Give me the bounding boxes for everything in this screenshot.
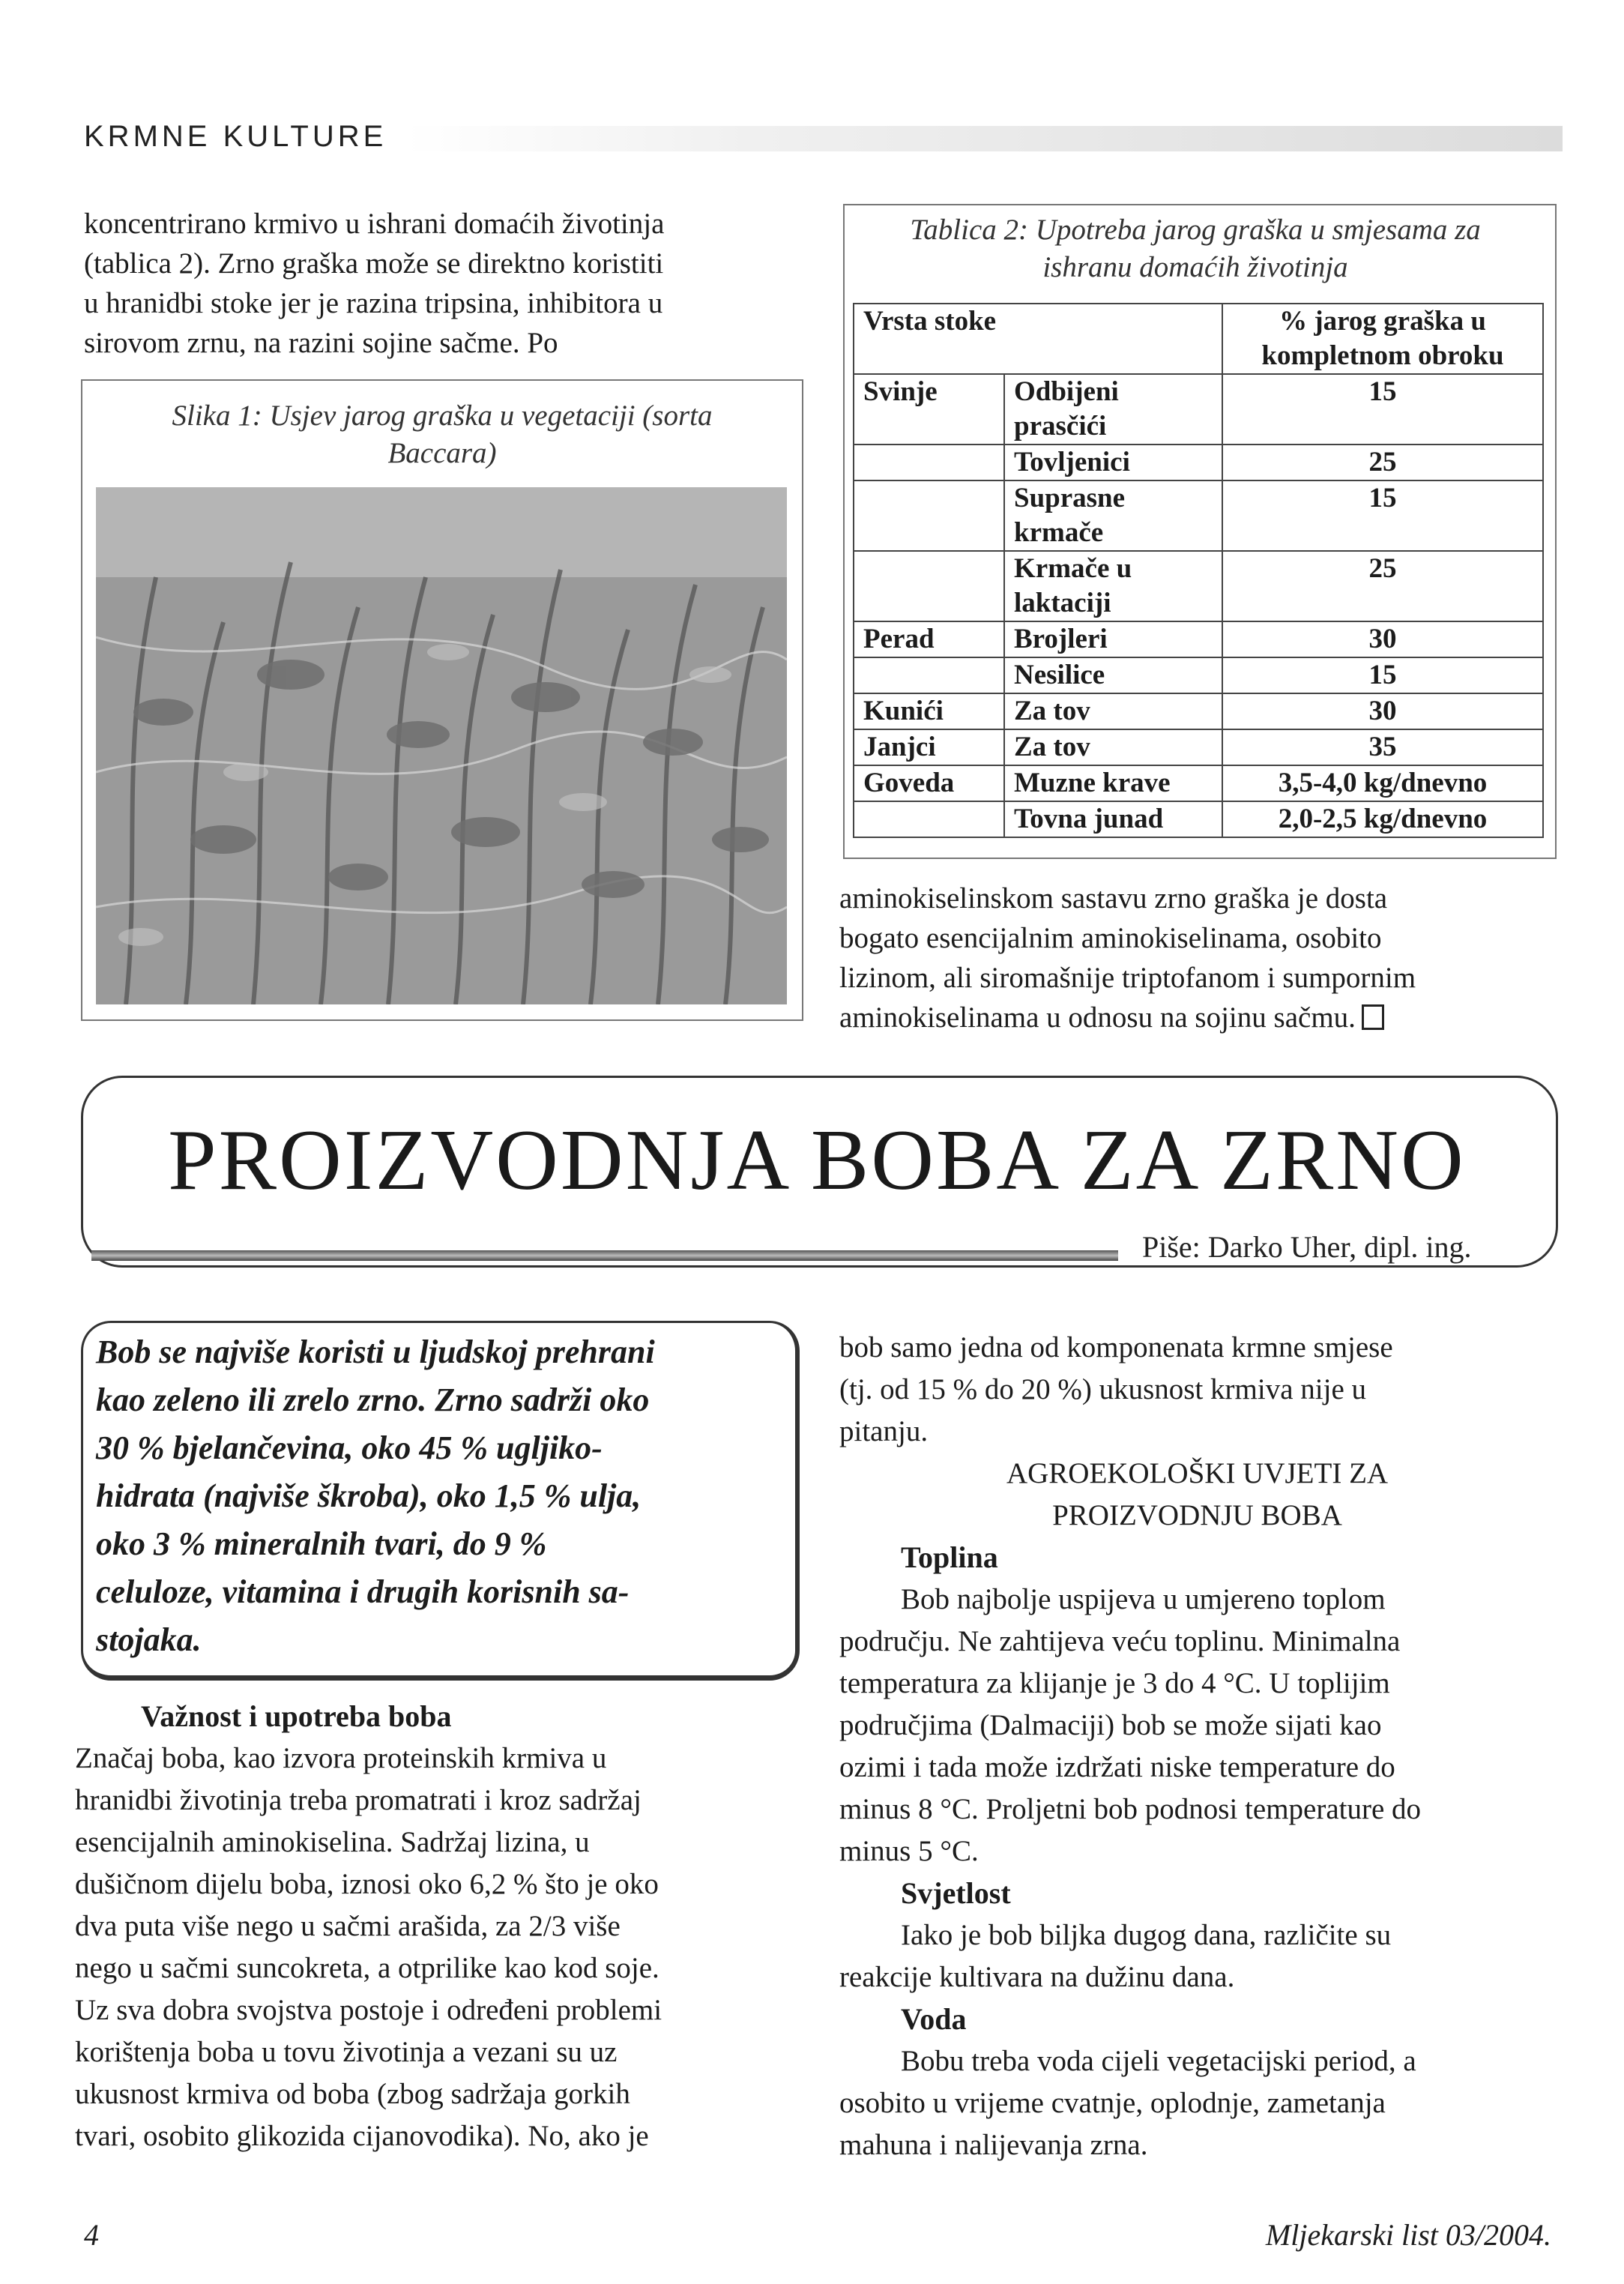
text-line: korištenja boba u tovu životinja a vezani su uz [75, 2036, 618, 2068]
text-line: aminokiselinskom sastavu zrno graška je dosta [839, 882, 1388, 914]
text-line: Iako je bob biljka dugog dana, različite su [901, 1919, 1392, 1951]
abstract-text [96, 1328, 785, 1664]
text-line: dušičnom dijelu boba, iznosi oko 6,2 % što je oko [75, 1868, 659, 1900]
value-cell: 30 [1222, 693, 1543, 729]
text-line: Bobu treba voda cijeli vegetacijski period, a [901, 2045, 1416, 2077]
table-row [854, 551, 1543, 621]
caption-line: Tablica 2: Upotreba jarog graška u smjesama za [910, 214, 1481, 246]
category-cell: Nesilice [1004, 657, 1222, 693]
abstract-line: 30 % bjelančevina, oko 45 % ugljiko- [96, 1429, 603, 1466]
title-rule [91, 1250, 1118, 1261]
abstract-line: oko 3 % mineralnih tvari, do 9 % [96, 1525, 547, 1562]
text-line: reakcije kultivara na dužinu dana. [839, 1961, 1235, 1993]
table-row [854, 693, 1543, 729]
text-line: hranidbi životinja treba promatrati i kroz sadržaj [75, 1784, 642, 1816]
text-line: tvari, osobito glikozida cijanovodika). No, ako je [75, 2120, 649, 2152]
group-cell: Kunići [854, 693, 1004, 729]
table-caption [854, 211, 1536, 286]
category-cell: Za tov [1004, 729, 1222, 765]
table-row [854, 729, 1543, 765]
text-line: nego u sačmi suncokreta, a otprilike kao kod soje. [75, 1952, 659, 1984]
abstract-line: Bob se najviše koristi u ljudskoj prehrani [96, 1334, 655, 1370]
caption-line: Baccara) [387, 437, 497, 469]
running-head: KRMNE KULTURE [84, 120, 387, 153]
text-line: minus 8 °C. Proljetni bob podnosi temperature do [839, 1793, 1422, 1825]
section-heading: AGROEKOLOŠKI UVJETI ZA [1006, 1457, 1389, 1489]
figure-caption [105, 397, 779, 472]
text-line [839, 998, 1551, 1037]
subsection-heading: Voda [901, 2002, 967, 2036]
group-cell: Svinje [854, 374, 1004, 445]
section-heading: PROIZVODNJU BOBA [1052, 1499, 1342, 1531]
header-livestock: Vrsta stoke [854, 304, 1222, 374]
text-line: esencijalnih aminokiselina. Sadržaj lizina, u [75, 1826, 590, 1858]
table-row [854, 621, 1543, 657]
publication-footer: Mljekarski list 03/2004. [1265, 2218, 1551, 2252]
group-cell [854, 801, 1004, 837]
value-cell: 2,0-2,5 kg/dnevno [1222, 801, 1543, 837]
category-cell: Muzne krave [1004, 765, 1222, 801]
abstract-line: kao zeleno ili zrelo zrno. Zrno sadrži oko [96, 1381, 650, 1418]
group-cell [854, 480, 1004, 551]
text-line: ozimi i tada može izdržati niske temperature do [839, 1751, 1395, 1783]
category-cell: Brojleri [1004, 621, 1222, 657]
pea-crop-photo [96, 487, 787, 1004]
value-cell: 15 [1222, 374, 1543, 445]
table-row [854, 657, 1543, 693]
value-cell: 25 [1222, 551, 1543, 621]
text-line: (tj. od 15 % do 20 %) ukusnost krmiva nije u [839, 1373, 1367, 1405]
text-line: područjima (Dalmaciji) bob se može sijati kao [839, 1709, 1382, 1741]
table-row [854, 765, 1543, 801]
header-shade-bar [405, 126, 1563, 151]
value-cell: 30 [1222, 621, 1543, 657]
caption-line: Slika 1: Usjev jarog graška u vegetaciji (sorta [172, 400, 713, 432]
header-percent: % jarog graška u kompletnom obroku [1222, 304, 1543, 374]
category-cell: Krmače u laktaciji [1004, 551, 1222, 621]
byline: Piše: Darko Uher, dipl. ing. [1142, 1230, 1472, 1264]
subsection-heading: Svjetlost [901, 1876, 1011, 1910]
pea-crop-image [96, 487, 787, 1004]
table-row [854, 480, 1543, 551]
article-title: PROIZVODNJA BOBA ZA ZRNO [168, 1112, 1466, 1208]
right-column [839, 1327, 1555, 2166]
text-line: bob samo jedna od komponenata krmne smjese [839, 1331, 1393, 1364]
value-cell: 3,5-4,0 kg/dnevno [1222, 765, 1543, 801]
text-line: području. Ne zahtijeva veću toplinu. Minimalna [839, 1625, 1401, 1657]
group-cell: Goveda [854, 765, 1004, 801]
text-line: koncentrirano krmivo u ishrani domaćih životinja [84, 208, 665, 240]
text-line: Uz sva dobra svojstva postoje i određeni problemi [75, 1994, 662, 2026]
text-line: sirovom zrnu, na razini sojine sačme. Po [84, 327, 558, 359]
text-line: u hranidbi stoke jer je razina tripsina, inhibitora u [84, 287, 663, 319]
text-line: Bob najbolje uspijeva u umjereno toplom [901, 1583, 1386, 1615]
table-row [854, 445, 1543, 480]
value-cell: 35 [1222, 729, 1543, 765]
text-line: Značaj boba, kao izvora proteinskih krmiva u [75, 1742, 607, 1774]
left-column [75, 1696, 796, 2157]
section-heading: Važnost i upotreba boba [141, 1699, 452, 1733]
group-cell [854, 445, 1004, 480]
value-cell: 15 [1222, 480, 1543, 551]
text-line-content: aminokiselinama u odnosu na sojinu sačmu. [839, 1001, 1356, 1034]
pea-usage-table [853, 303, 1544, 838]
category-cell: Tovljenici [1004, 445, 1222, 480]
table-row [854, 801, 1543, 837]
end-of-article-icon [1362, 1004, 1384, 1030]
table-row [854, 374, 1543, 445]
value-cell: 15 [1222, 657, 1543, 693]
text-line: lizinom, ali siromašnije triptofanom i sumpornim [839, 962, 1416, 994]
text-line: mahuna i nalijevanja zrna. [839, 2129, 1148, 2161]
abstract-line: hidrata (najviše škroba), oko 1,5 % ulja, [96, 1477, 642, 1514]
text-line: dva puta više nego u sačmi arašida, za 2/3 više [75, 1910, 621, 1942]
subsection-heading: Toplina [901, 1540, 998, 1574]
text-line: (tablica 2). Zrno graška može se direktno koristiti [84, 247, 664, 280]
intro-paragraph [84, 204, 796, 363]
abstract-line: celuloze, vitamina i drugih korisnih sa- [96, 1573, 630, 1610]
text-line: pitanju. [839, 1415, 929, 1447]
page-number: 4 [84, 2218, 99, 2252]
text-line: ukusnost krmiva od boba (zbog sadržaja gorkih [75, 2078, 630, 2110]
group-cell [854, 657, 1004, 693]
group-cell: Perad [854, 621, 1004, 657]
text-line: bogato esencijalnim aminokiselinama, osobito [839, 922, 1382, 954]
value-cell: 25 [1222, 445, 1543, 480]
text-line: minus 5 °C. [839, 1835, 979, 1867]
category-cell: Tovna junad [1004, 801, 1222, 837]
text-line: temperatura za klijanje je 3 do 4 °C. U toplijim [839, 1667, 1390, 1699]
category-cell: Za tov [1004, 693, 1222, 729]
category-cell: Suprasne krmače [1004, 480, 1222, 551]
text-line: osobito u vrijeme cvatnje, oplodnje, zametanja [839, 2087, 1386, 2119]
continuation-paragraph [839, 879, 1551, 1037]
group-cell [854, 551, 1004, 621]
category-cell: Odbijeni prasčići [1004, 374, 1222, 445]
caption-line: ishranu domaćih životinja [1042, 251, 1348, 283]
abstract-line: stojaka. [96, 1621, 202, 1658]
group-cell: Janjci [854, 729, 1004, 765]
table-header-row [854, 304, 1543, 374]
